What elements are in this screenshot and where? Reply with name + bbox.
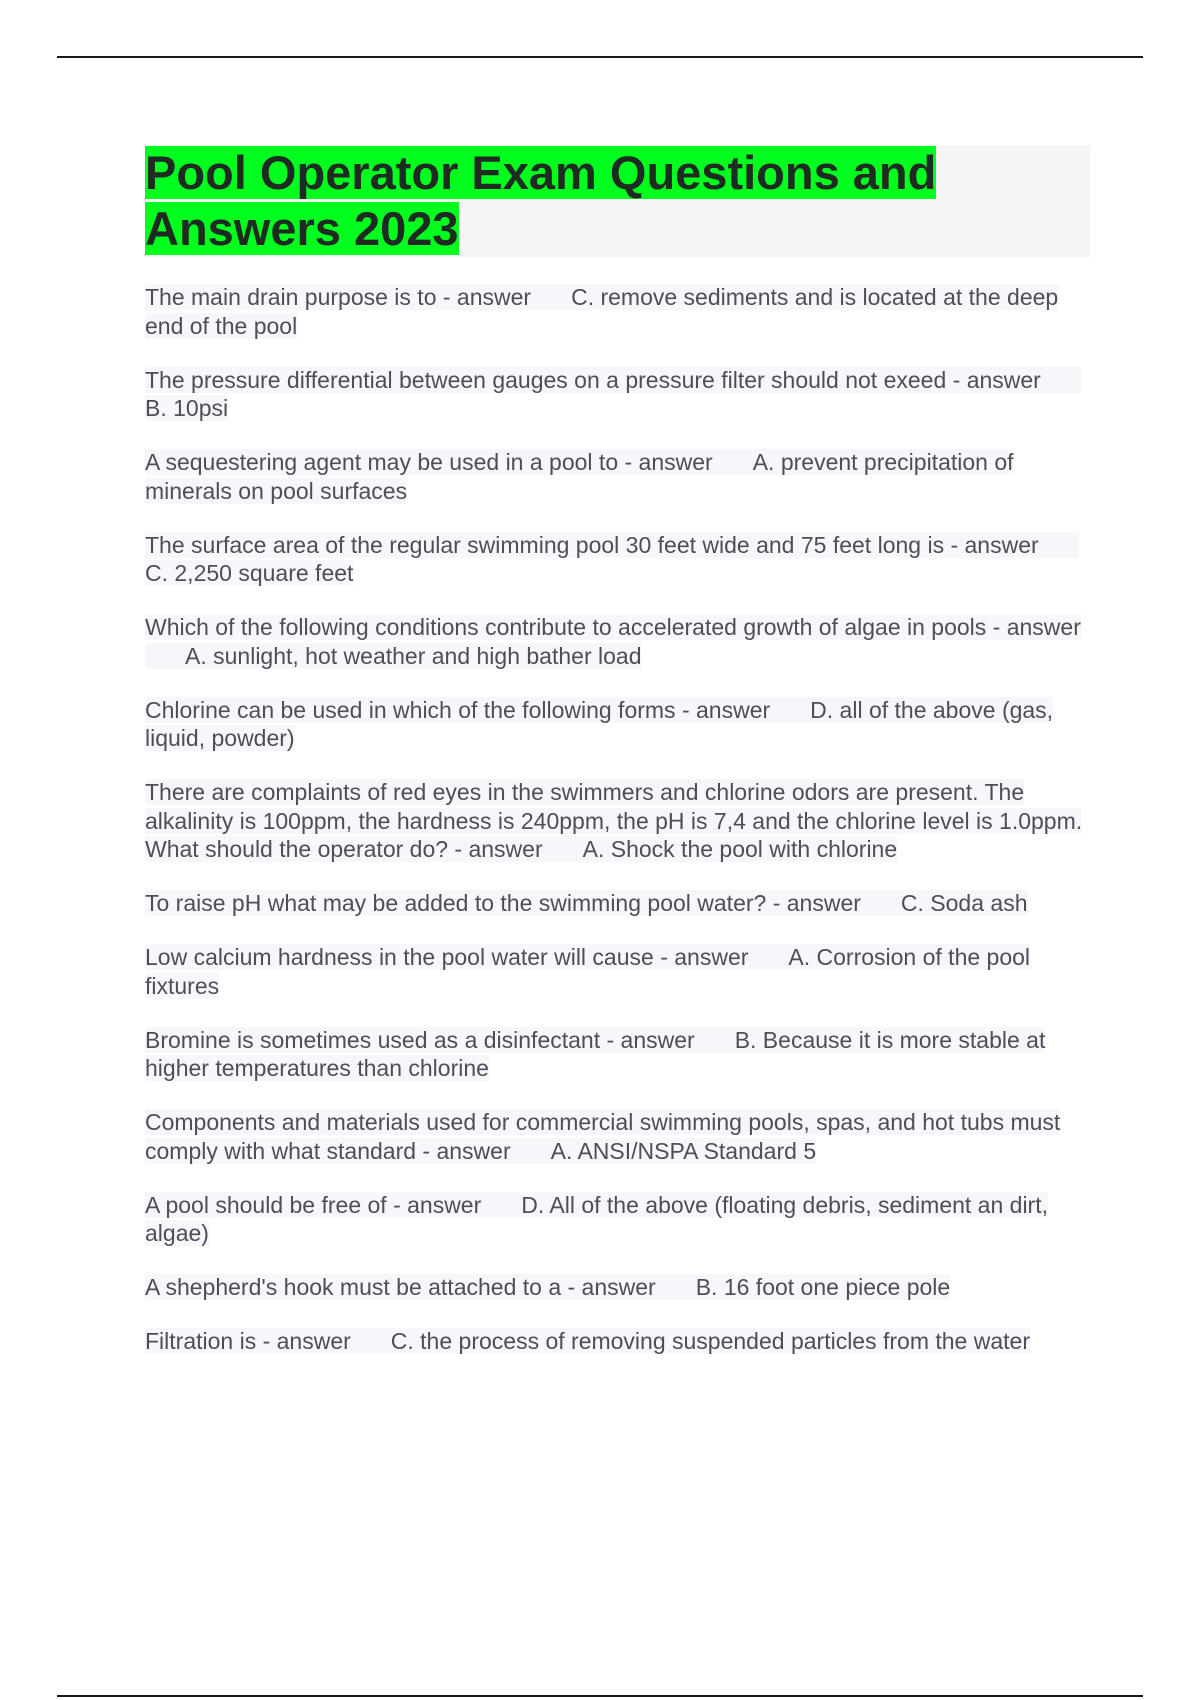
qa-item [145,613,1090,670]
qa-item [145,1026,1090,1083]
qa-item [145,531,1090,588]
qa-item-text [145,614,1081,669]
qa-item-text [145,944,1030,999]
qa-item-text [145,1192,1048,1247]
qa-item [145,448,1090,505]
answer-text: A. prevent precipitation of minerals on pool surfaces [145,449,1014,504]
document-body [145,145,1090,1381]
question-text: The main drain purpose is to - answer [145,284,532,310]
qa-list [145,283,1090,1356]
answer-text: B. 10psi [145,395,229,421]
bottom-rule [57,1695,1143,1697]
qa-item [145,778,1090,864]
qa-item [145,1273,1090,1302]
qa-item-text [145,890,1028,916]
qa-item [145,1327,1090,1356]
qa-item-text [145,697,1053,752]
qa-item-text [145,779,1082,862]
answer-text: C. Soda ash [900,890,1028,916]
answer-text: C. the process of removing suspended particles from the water [390,1328,1030,1354]
qa-item [145,283,1090,340]
answer-text: B. 16 foot one piece pole [695,1274,951,1300]
page-title [145,145,1090,257]
qa-item [145,696,1090,753]
qa-item [145,889,1090,918]
qa-item-text [145,367,1081,422]
question-text: The surface area of the regular swimming pool 30 feet wide and 75 feet long is - answer [145,531,1039,558]
page-title-text: Pool Operator Exam Questions and Answers 2023 [145,146,937,255]
qa-item [145,1191,1090,1248]
title-block [145,145,1090,257]
qa-item-text [145,284,1058,339]
qa-item [145,1108,1090,1165]
question-text: A shepherd's hook must be attached to a - answer [145,1274,656,1300]
qa-item-text [145,1328,1030,1354]
answer-text: A. Shock the pool with chlorine [582,836,898,862]
answer-text: C. 2,250 square feet [145,560,354,586]
answer-text: C. remove sediments and is located at the deep end of the pool [145,284,1059,339]
qa-item-text [145,1274,950,1300]
answer-text: D. All of the above (floating debris, sediment an dirt, algae) [145,1191,1048,1246]
answer-text: A. ANSI/NSPA Standard 5 [550,1137,817,1164]
question-text: To raise pH what may be added to the swimming pool water? - answer [145,890,861,916]
question-text: Which of the following conditions contribute to accelerated growth of algae in pools - answer [145,614,1081,640]
answer-text: B. Because it is more stable at higher temperatures than chlorine [145,1026,1046,1081]
answer-text: D. all of the above (gas, liquid, powder) [145,696,1054,751]
question-text: Bromine is sometimes used as a disinfectant - answer [145,1026,695,1053]
answer-text: A. sunlight, hot weather and high bather load [185,642,642,669]
question-text: Filtration is - answer [145,1328,351,1354]
qa-item-text [145,532,1079,587]
answer-text: A. Corrosion of the pool fixtures [145,944,1031,999]
question-text: Low calcium hardness in the pool water will cause - answer [145,944,749,970]
question-text: The pressure differential between gauges on a pressure filter should not exeed - answer [145,366,1041,393]
question-text: A sequestering agent may be used in a pool to - answer [145,449,713,475]
qa-item-text [145,1109,1060,1164]
question-text: There are complaints of red eyes in the swimmers and chlorine odors are present. The alkalinity is 100ppm, the hardness is 240ppm, the pH is 7,4 and the chlorine level is 1.0ppm. What should the operator do? - answer [145,779,1083,862]
qa-item-text [145,449,1014,504]
question-text: Chlorine can be used in which of the following forms - answer [145,696,771,723]
qa-item [145,943,1090,1000]
question-text: A pool should be free of - answer [145,1191,482,1218]
question-text: Components and materials used for commercial swimming pools, spas, and hot tubs must comply with what standard - answer [145,1109,1061,1164]
qa-item-text [145,1027,1045,1082]
top-rule [57,56,1143,58]
qa-item [145,366,1090,423]
